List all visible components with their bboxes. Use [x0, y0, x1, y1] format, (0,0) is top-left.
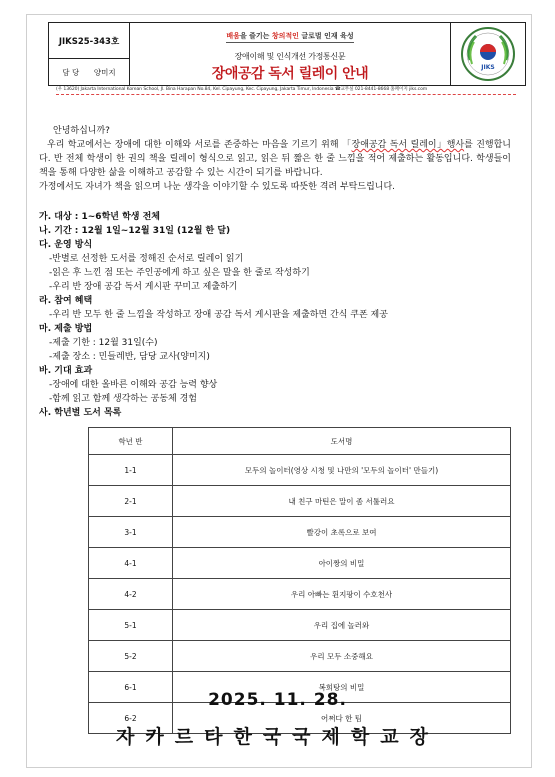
submit-item-2: -제출 장소 : 민들레반, 담당 교사(양미지) [49, 352, 210, 362]
school-emblem-icon [460, 26, 516, 82]
effect-item-1: -장애에 대한 올바른 이해와 공감 능력 향상 [49, 380, 218, 390]
title-cell: 복희탕의 비밀 [173, 672, 511, 703]
school-address: (우 13620) Jakarta International Korean School, Jl. Bina Harapan No.84, Kel. Cipayung, Kec. Cipayung, Jakarta Timur, Indonesia ☎교무실 021-8441-8668 홈페이지 jiks.com [56, 86, 516, 95]
intro-paragraph: 우리 학교에서는 장애에 대한 이해와 서로를 존중하는 마음을 기르기 위해 「장애공감 독서 릴레이」행사를 진행합니다. 반 전체 학생이 한 권의 책을 릴레이 형식으로 읽고, 읽은 뒤 짧은 한 줄 느낌을 적어 제출하는 활동입니다. 학생들이 책을 통해 다양한 삶을 이해하고 공감할 수 있는 시간이 되기를 바랍니다. [39, 140, 511, 178]
column-header-class: 학년 반 [89, 428, 173, 455]
section-effect: 바. 기대 효과 [39, 366, 93, 376]
letter-header [48, 22, 526, 86]
section-target: 가. 대상 : 1~6학년 학생 전체 [39, 212, 160, 222]
table-header-row [89, 428, 511, 455]
section-submit: 마. 제출 방법 [39, 324, 93, 334]
title-cell: 모두의 놀이터(영상 시청 및 나만의 '모두의 놀이터' 만들기) [173, 455, 511, 486]
issue-date: 2025. 11. 28. [208, 690, 347, 710]
doc-number: JIKS25-343호 [49, 23, 129, 59]
school-logo-box [450, 23, 525, 85]
logo-text: JIKS [481, 64, 495, 71]
class-cell: 6-2 [89, 703, 173, 734]
table-row [89, 641, 511, 672]
table-row [89, 610, 511, 641]
title-cell: 우리 아빠는 휜지팡이 수호천사 [173, 579, 511, 610]
letter-title: 장애공감 독서 릴레이 안내 [211, 66, 369, 82]
book-list-table [88, 427, 511, 734]
person-label: 담 당 [62, 67, 80, 77]
column-header-title: 도서명 [173, 428, 511, 455]
table-row [89, 517, 511, 548]
title-cell: 빨강이 초록으로 보여 [173, 517, 511, 548]
benefit-item-1: -우리 반 모두 한 줄 느낌을 작성하고 장애 공감 독서 게시판을 제출하면 간식 쿠폰 제공 [49, 310, 388, 320]
title-cell: 우리 집에 놀러와 [173, 610, 511, 641]
class-cell: 5-1 [89, 610, 173, 641]
table-row [89, 486, 511, 517]
principal-signature: 자카르타한국국제학교장 [116, 726, 439, 748]
header-title-area [130, 23, 450, 85]
title-cell: 아이짱의 비밀 [173, 548, 511, 579]
letter-body [39, 124, 511, 420]
section-method: 다. 운영 방식 [39, 240, 93, 250]
method-item-1: -반별로 선정한 도서를 정해진 순서로 릴레이 읽기 [49, 254, 244, 264]
effect-item-2: -함께 읽고 함께 생각하는 공동체 경험 [49, 394, 197, 404]
school-slogan: 배움을 즐기는 창의적인 글로벌 인재 육성 [226, 31, 353, 43]
doc-info-box [49, 23, 130, 85]
class-cell: 5-2 [89, 641, 173, 672]
title-cell: 우리 모두 소중해요 [173, 641, 511, 672]
section-benefit: 라. 참여 혜택 [39, 296, 93, 306]
letter-subtitle: 장애이해 및 인식개선 가정통신문 [234, 52, 346, 61]
table-row [89, 455, 511, 486]
method-item-3: -우리 반 장애 공감 독서 게시판 꾸미고 제출하기 [49, 282, 238, 292]
closing-paragraph: 가정에서도 자녀가 책을 읽으며 나눈 생각을 이야기할 수 있도록 따뜻한 격려 부탁드립니다. [39, 182, 396, 192]
person-in-charge [49, 59, 129, 85]
class-cell: 4-2 [89, 579, 173, 610]
table-row [89, 579, 511, 610]
class-cell: 4-1 [89, 548, 173, 579]
class-cell: 6-1 [89, 672, 173, 703]
class-cell: 2-1 [89, 486, 173, 517]
class-cell: 3-1 [89, 517, 173, 548]
class-cell: 1-1 [89, 455, 173, 486]
section-books: 사. 학년별 도서 목록 [39, 408, 122, 418]
section-period: 나. 기간 : 12월 1일~12월 31일 (12월 한 달) [39, 226, 231, 236]
person-name: 양미지 [93, 67, 116, 77]
title-cell: 내 친구 마틴은 말이 좀 서툴러요 [173, 486, 511, 517]
submit-item-1: -제출 기한 : 12월 31일(수) [49, 338, 158, 348]
table-row [89, 548, 511, 579]
title-cell: 어쩌다 한 팀 [173, 703, 511, 734]
greeting: 안녕하십니까? [53, 126, 110, 136]
method-item-2: -읽은 후 느낀 점 또는 주인공에게 하고 싶은 말을 한 줄로 작성하기 [49, 268, 310, 278]
